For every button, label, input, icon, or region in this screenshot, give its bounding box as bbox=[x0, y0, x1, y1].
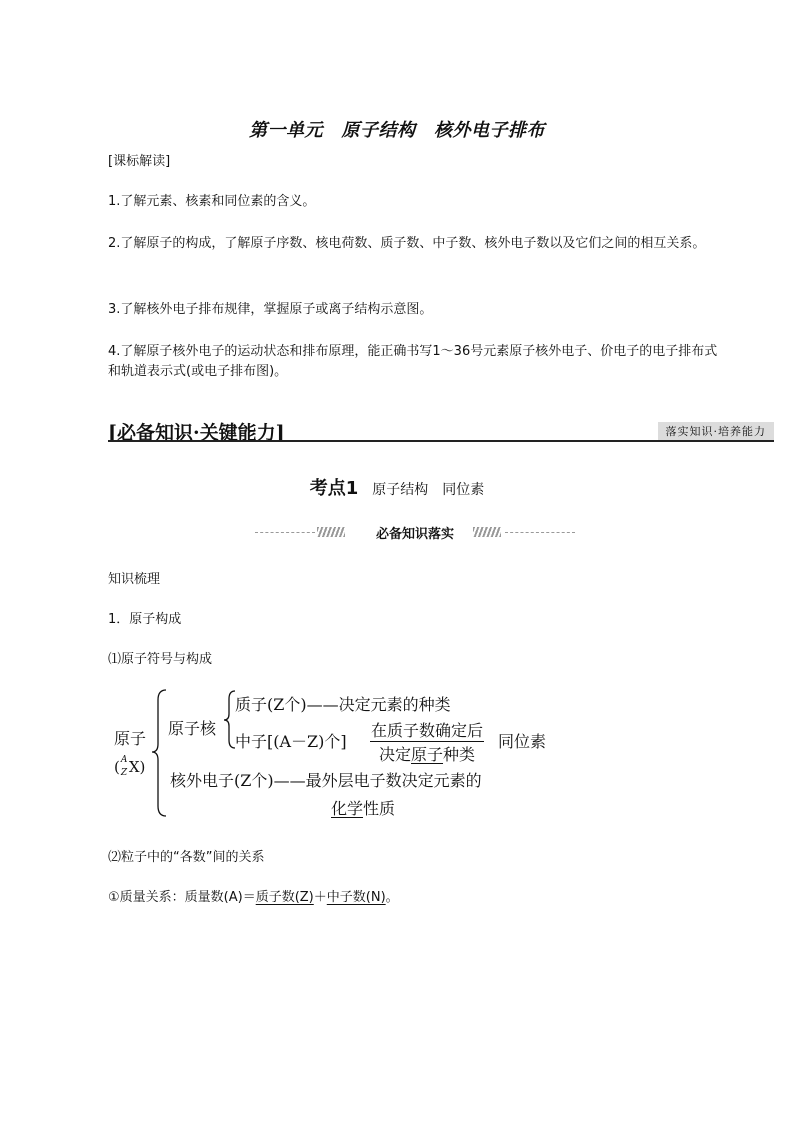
kaodian-number: 考点1 bbox=[309, 478, 359, 499]
atom-symbol-indices bbox=[120, 755, 129, 778]
mass-relation-proton: 质子数(Z) bbox=[255, 890, 314, 905]
fraction-bottom bbox=[370, 742, 484, 765]
ribbon-stripes-right bbox=[473, 527, 501, 537]
page-title: 第一单元 原子结构 核外电子排布 bbox=[249, 120, 545, 141]
curriculum-heading: [课标解读] bbox=[108, 154, 171, 169]
section-title: [必备知识·关键能力] bbox=[108, 422, 285, 444]
mass-relation-prefix: ①质量关系：质量数(A)＝ bbox=[108, 890, 256, 905]
neutron-fraction bbox=[370, 718, 484, 765]
subheading-atom-symbol: ⑴原子符号与构成 bbox=[108, 652, 213, 667]
curriculum-item-2: 2.了解原子的构成，了解原子序数、核电荷数、质子数、中子数、核外电子数以及它们之间的相互关系。 bbox=[108, 236, 706, 251]
ribbon-dash-right bbox=[505, 532, 575, 533]
isotope-label: 同位素 bbox=[498, 732, 547, 751]
kaodian-heading bbox=[0, 474, 794, 500]
electron-line: 核外电子(Z个)——最外层电子数决定元素的 bbox=[170, 771, 482, 790]
atom-label: 原子 bbox=[114, 729, 147, 748]
electron-underlined: 化学 bbox=[331, 799, 364, 818]
fraction-bottom-suffix: 种类 bbox=[443, 745, 476, 764]
mass-relation-suffix: 。 bbox=[385, 890, 399, 905]
subheading-atom-composition: 1．原子构成 bbox=[108, 612, 182, 627]
electron-line-2 bbox=[331, 796, 395, 819]
section-divider bbox=[108, 440, 774, 442]
knowledge-heading: 知识梳理 bbox=[108, 572, 161, 587]
mass-number: A bbox=[120, 755, 128, 765]
fraction-bottom-prefix: 决定 bbox=[378, 745, 411, 764]
kaodian-title: 原子结构 同位素 bbox=[372, 482, 485, 498]
mass-relation-plus: ＋ bbox=[313, 890, 327, 905]
section-header bbox=[108, 418, 774, 442]
fraction-bottom-underlined: 原子 bbox=[411, 745, 444, 764]
neutron-label: 中子[(A－Z)个] bbox=[235, 732, 347, 751]
curriculum-item-4: 4.了解原子核外电子的运动状态和排布原理，能正确书写1～36号元素原子核外电子、价电子的电子排布式和轨道表示式(或电子排布图)。 bbox=[108, 344, 718, 379]
ribbon-dash-left bbox=[255, 532, 315, 533]
ribbon-stripes-left bbox=[317, 527, 345, 537]
atomic-number: Z bbox=[120, 768, 128, 778]
nucleus-label: 原子核 bbox=[168, 719, 217, 738]
proton-line: 质子(Z个)——决定元素的种类 bbox=[235, 695, 451, 714]
ribbon-label: 必备知识落实 bbox=[375, 527, 454, 542]
subheading-particle-relations: ⑵粒子中的“各数”间的关系 bbox=[108, 850, 265, 865]
atom-structure-diagram bbox=[108, 688, 568, 823]
electron-suffix: 性质 bbox=[363, 799, 396, 818]
mass-relation-neutron: 中子数(N) bbox=[326, 890, 386, 905]
ribbon-divider bbox=[255, 522, 575, 542]
mass-relation bbox=[108, 888, 718, 908]
curriculum-item-3: 3.了解核外电子排布规律，掌握原子或离子结构示意图。 bbox=[108, 302, 433, 317]
inner-brace bbox=[224, 691, 235, 748]
element-symbol: X bbox=[128, 758, 140, 776]
atom-symbol: ( A Z X) bbox=[114, 755, 146, 778]
curriculum-item-1: 1.了解元素、核素和同位素的含义。 bbox=[108, 194, 316, 209]
outer-brace bbox=[152, 690, 166, 816]
fraction-top: 在质子数确定后 bbox=[370, 718, 484, 742]
section-tag: 落实知识·培养能力 bbox=[658, 422, 775, 440]
